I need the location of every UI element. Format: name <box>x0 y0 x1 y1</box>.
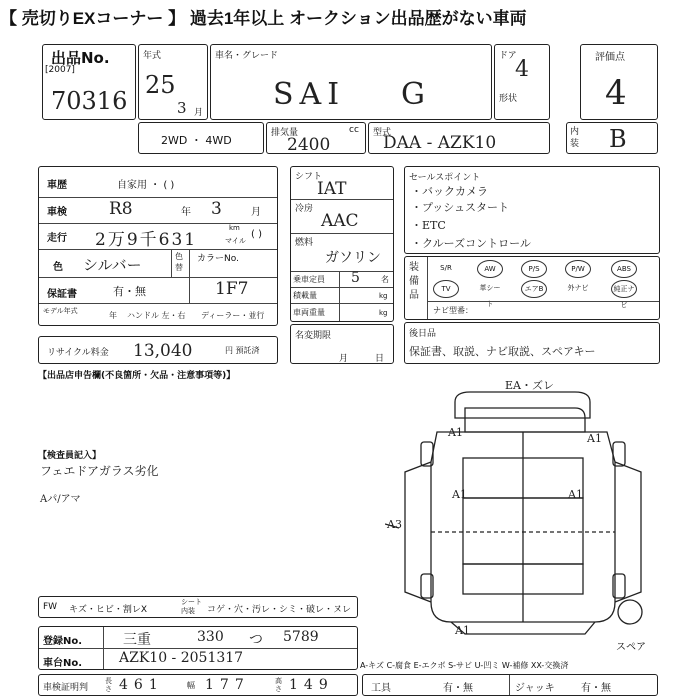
mileage-unit-km: km <box>229 224 240 232</box>
car-damage-diagram <box>385 372 660 638</box>
diagram-mark-6: A1 <box>455 624 470 637</box>
chassis-label: 車台No. <box>43 658 83 669</box>
mileage-paren: ( ) <box>251 229 262 240</box>
mileage-value: 2万9千631 <box>95 230 198 250</box>
equipment-box <box>404 256 660 320</box>
equip-airbag: エアB <box>521 280 547 298</box>
seat-items: コゲ・穴・汚レ・シミ・破レ・ヌレ <box>207 605 352 615</box>
fuel-label: 燃料 <box>295 238 314 248</box>
capacity-unit: 名 <box>381 275 389 284</box>
load-unit: kg <box>379 292 388 300</box>
diagram-mark-5: A3 <box>387 518 402 531</box>
mileage-label: 走行 <box>47 233 67 244</box>
later-items-box <box>404 322 660 364</box>
cert-len-value: 461 <box>119 677 164 693</box>
later-items-value: 保証書、取説、ナビ取説、スペアキー <box>409 345 596 358</box>
chassis-value: AZK10 - 2051317 <box>119 650 244 666</box>
model-year-dealer: ディーラー・並行 <box>201 311 265 320</box>
score-value: 4 <box>605 73 627 113</box>
diagram-mark-4: A1 <box>587 432 602 445</box>
interior-value: B <box>609 125 627 153</box>
equip-pw: P/W <box>565 260 591 278</box>
equip-tv: TV <box>433 280 459 298</box>
inspector-label: 【検査員記入】 <box>38 451 102 461</box>
interior-box <box>566 122 658 154</box>
shift-label: シフト <box>295 172 323 182</box>
selling-point-3: ・ETC <box>411 219 446 232</box>
recycle-value: 13,040 <box>133 341 193 361</box>
model-year-label: モデル年式 <box>43 307 78 315</box>
seat-label: シート内装 <box>181 598 202 615</box>
fw-label: FW <box>43 602 58 612</box>
remarks-label: 【出品店申告欄(不良箇所・欠品・注意事項等)】 <box>38 371 236 381</box>
inspection-month-unit: 月 <box>251 207 261 218</box>
inspection-year-unit: 年 <box>181 207 191 218</box>
inspection-value: R8 <box>109 199 133 219</box>
aircon-label: 冷房 <box>295 204 314 214</box>
registration-label: 登録No. <box>43 636 83 647</box>
spec-box <box>290 166 394 322</box>
model-type-label: 型式 <box>373 128 392 138</box>
recycle-label: リサイクル料金 <box>47 348 109 358</box>
year-label: 年式 <box>143 51 162 61</box>
tools-options: 有・無 <box>443 683 473 694</box>
selling-points-box <box>404 166 660 254</box>
weight-label: 車両重量 <box>293 308 325 317</box>
equip-abs: ABS <box>611 260 637 278</box>
drive-label: 2WD ・ 4WD <box>161 134 232 147</box>
diagram-mark-3: A1 <box>568 488 583 501</box>
equip-sr: S/R <box>440 264 452 272</box>
name-change-month: 月 <box>339 354 349 364</box>
equip-aw: AW <box>477 260 503 278</box>
year-value: 25 <box>145 71 176 99</box>
recycle-unit: 円 預託済 <box>225 346 260 355</box>
selling-point-1: ・バックカメラ <box>411 185 488 198</box>
year-month: 3 <box>177 99 187 117</box>
certificate-label: 車検証明判 <box>43 683 89 693</box>
color-change-label: 色替 <box>175 252 183 272</box>
displacement-unit: cc <box>349 125 359 135</box>
warranty-options: 有・無 <box>113 285 146 298</box>
registration-class: 330 <box>197 629 224 645</box>
color-value: シルバー <box>83 256 142 274</box>
cert-len-label: 長さ <box>105 677 112 693</box>
cert-hgt-label: 高さ <box>275 677 282 693</box>
load-label: 積載量 <box>293 291 317 300</box>
equip-ext-navi: 外ナビ <box>567 284 589 292</box>
aircon-value: AAC <box>321 211 359 231</box>
tools-label: 工具 <box>371 683 391 694</box>
car-name: SAI <box>273 77 346 112</box>
model-year-handle: ハンドル 左・右 <box>127 311 186 320</box>
year-month-unit: 月 <box>194 108 204 118</box>
lot-number-box <box>42 44 136 120</box>
car-grade: G <box>401 77 425 112</box>
mileage-unit-mile: マイル <box>225 237 246 245</box>
fw-items: キズ・ヒビ・割レX <box>69 605 147 615</box>
car-name-box <box>210 44 492 120</box>
color-label: 色 <box>53 262 63 273</box>
vehicle-info-box <box>38 166 278 326</box>
page-title: 【 売切りEXコーナー 】 過去1年以上 オークション出品歴がない車両 <box>0 9 527 28</box>
equip-navi: 純正ナビ <box>611 280 637 298</box>
damage-legend: A-キズ C-腐食 E-エクボ S-サビ U-凹ミ W-補修 XX-交換済 <box>360 661 569 670</box>
history-label: 車歴 <box>47 180 67 191</box>
jack-options: 有・無 <box>581 683 611 694</box>
jack-label: ジャッキ <box>515 683 555 694</box>
warranty-label: 保証書 <box>47 289 77 300</box>
diagram-mark-1: A1 <box>448 426 463 439</box>
model-type-value: DAA - AZK10 <box>383 133 497 153</box>
lot-number: 70316 <box>51 87 128 115</box>
registration-pref: 三重 <box>123 632 151 648</box>
car-label: 車名・グレード <box>215 51 279 61</box>
inspector-note-1: フェエドアガラス劣化 <box>40 464 159 478</box>
name-change-day: 日 <box>375 354 385 364</box>
tools-box <box>362 674 658 696</box>
door-box <box>494 44 550 120</box>
displacement-label: 排気量 <box>271 128 299 138</box>
inspector-note-2: Aパ/アマ <box>40 494 81 505</box>
selling-point-4: ・クルーズコントロール <box>411 237 531 250</box>
score-box <box>580 44 658 120</box>
capacity-label: 乗車定員 <box>293 275 325 284</box>
equipment-label: 装備品 <box>409 262 419 301</box>
diagram-mark-2: A1 <box>452 488 467 501</box>
displacement-box <box>266 122 366 154</box>
fw-box <box>38 596 358 618</box>
diagram-top-note: EA・ズレ <box>505 379 554 392</box>
selling-point-2: ・プッシュスタート <box>411 201 510 214</box>
certificate-box <box>38 674 358 696</box>
score-label: 評価点 <box>595 52 625 63</box>
later-items-label: 後日品 <box>409 329 437 339</box>
drive-box <box>138 122 264 154</box>
registration-box <box>38 626 358 670</box>
color-code-label: カラーNo. <box>197 254 239 264</box>
equip-ps: P/S <box>521 260 547 278</box>
inspection-label: 車検 <box>47 207 67 218</box>
door-shape-label: 形状 <box>499 94 518 104</box>
recycle-box <box>38 336 278 364</box>
history-options: 自家用 ・ ( ) <box>117 180 175 191</box>
interior-label: 内装 <box>570 127 580 149</box>
cert-wid-label: 幅 <box>187 681 195 690</box>
registration-kana: つ <box>249 632 263 648</box>
inspection-month: 3 <box>211 199 222 219</box>
door-value: 4 <box>515 57 529 82</box>
cert-wid-value: 177 <box>205 677 250 693</box>
lot-label: 出品No. <box>51 49 110 67</box>
year-box <box>138 44 208 120</box>
spare-label: スペア <box>616 642 646 653</box>
fuel-value: ガソリン <box>325 250 381 266</box>
weight-unit: kg <box>379 309 388 317</box>
lot-year-tag: [2007] <box>45 65 75 75</box>
capacity-value: 5 <box>351 270 360 286</box>
name-change-box <box>290 324 394 364</box>
equip-leather: 革シート <box>479 284 501 308</box>
displacement-value: 2400 <box>287 135 331 155</box>
model-type-box <box>368 122 550 154</box>
door-label: ドア <box>499 51 517 61</box>
name-change-label: 名変期限 <box>295 331 332 341</box>
model-year-year: 年 <box>109 311 117 320</box>
registration-num: 5789 <box>283 629 319 645</box>
shift-value: IAT <box>317 179 347 199</box>
navi-model-label: ナビ型番： <box>433 306 473 315</box>
selling-points-label: セールスポイント <box>409 173 481 183</box>
cert-hgt-value: 149 <box>289 677 334 693</box>
color-code: 1F7 <box>215 279 249 299</box>
